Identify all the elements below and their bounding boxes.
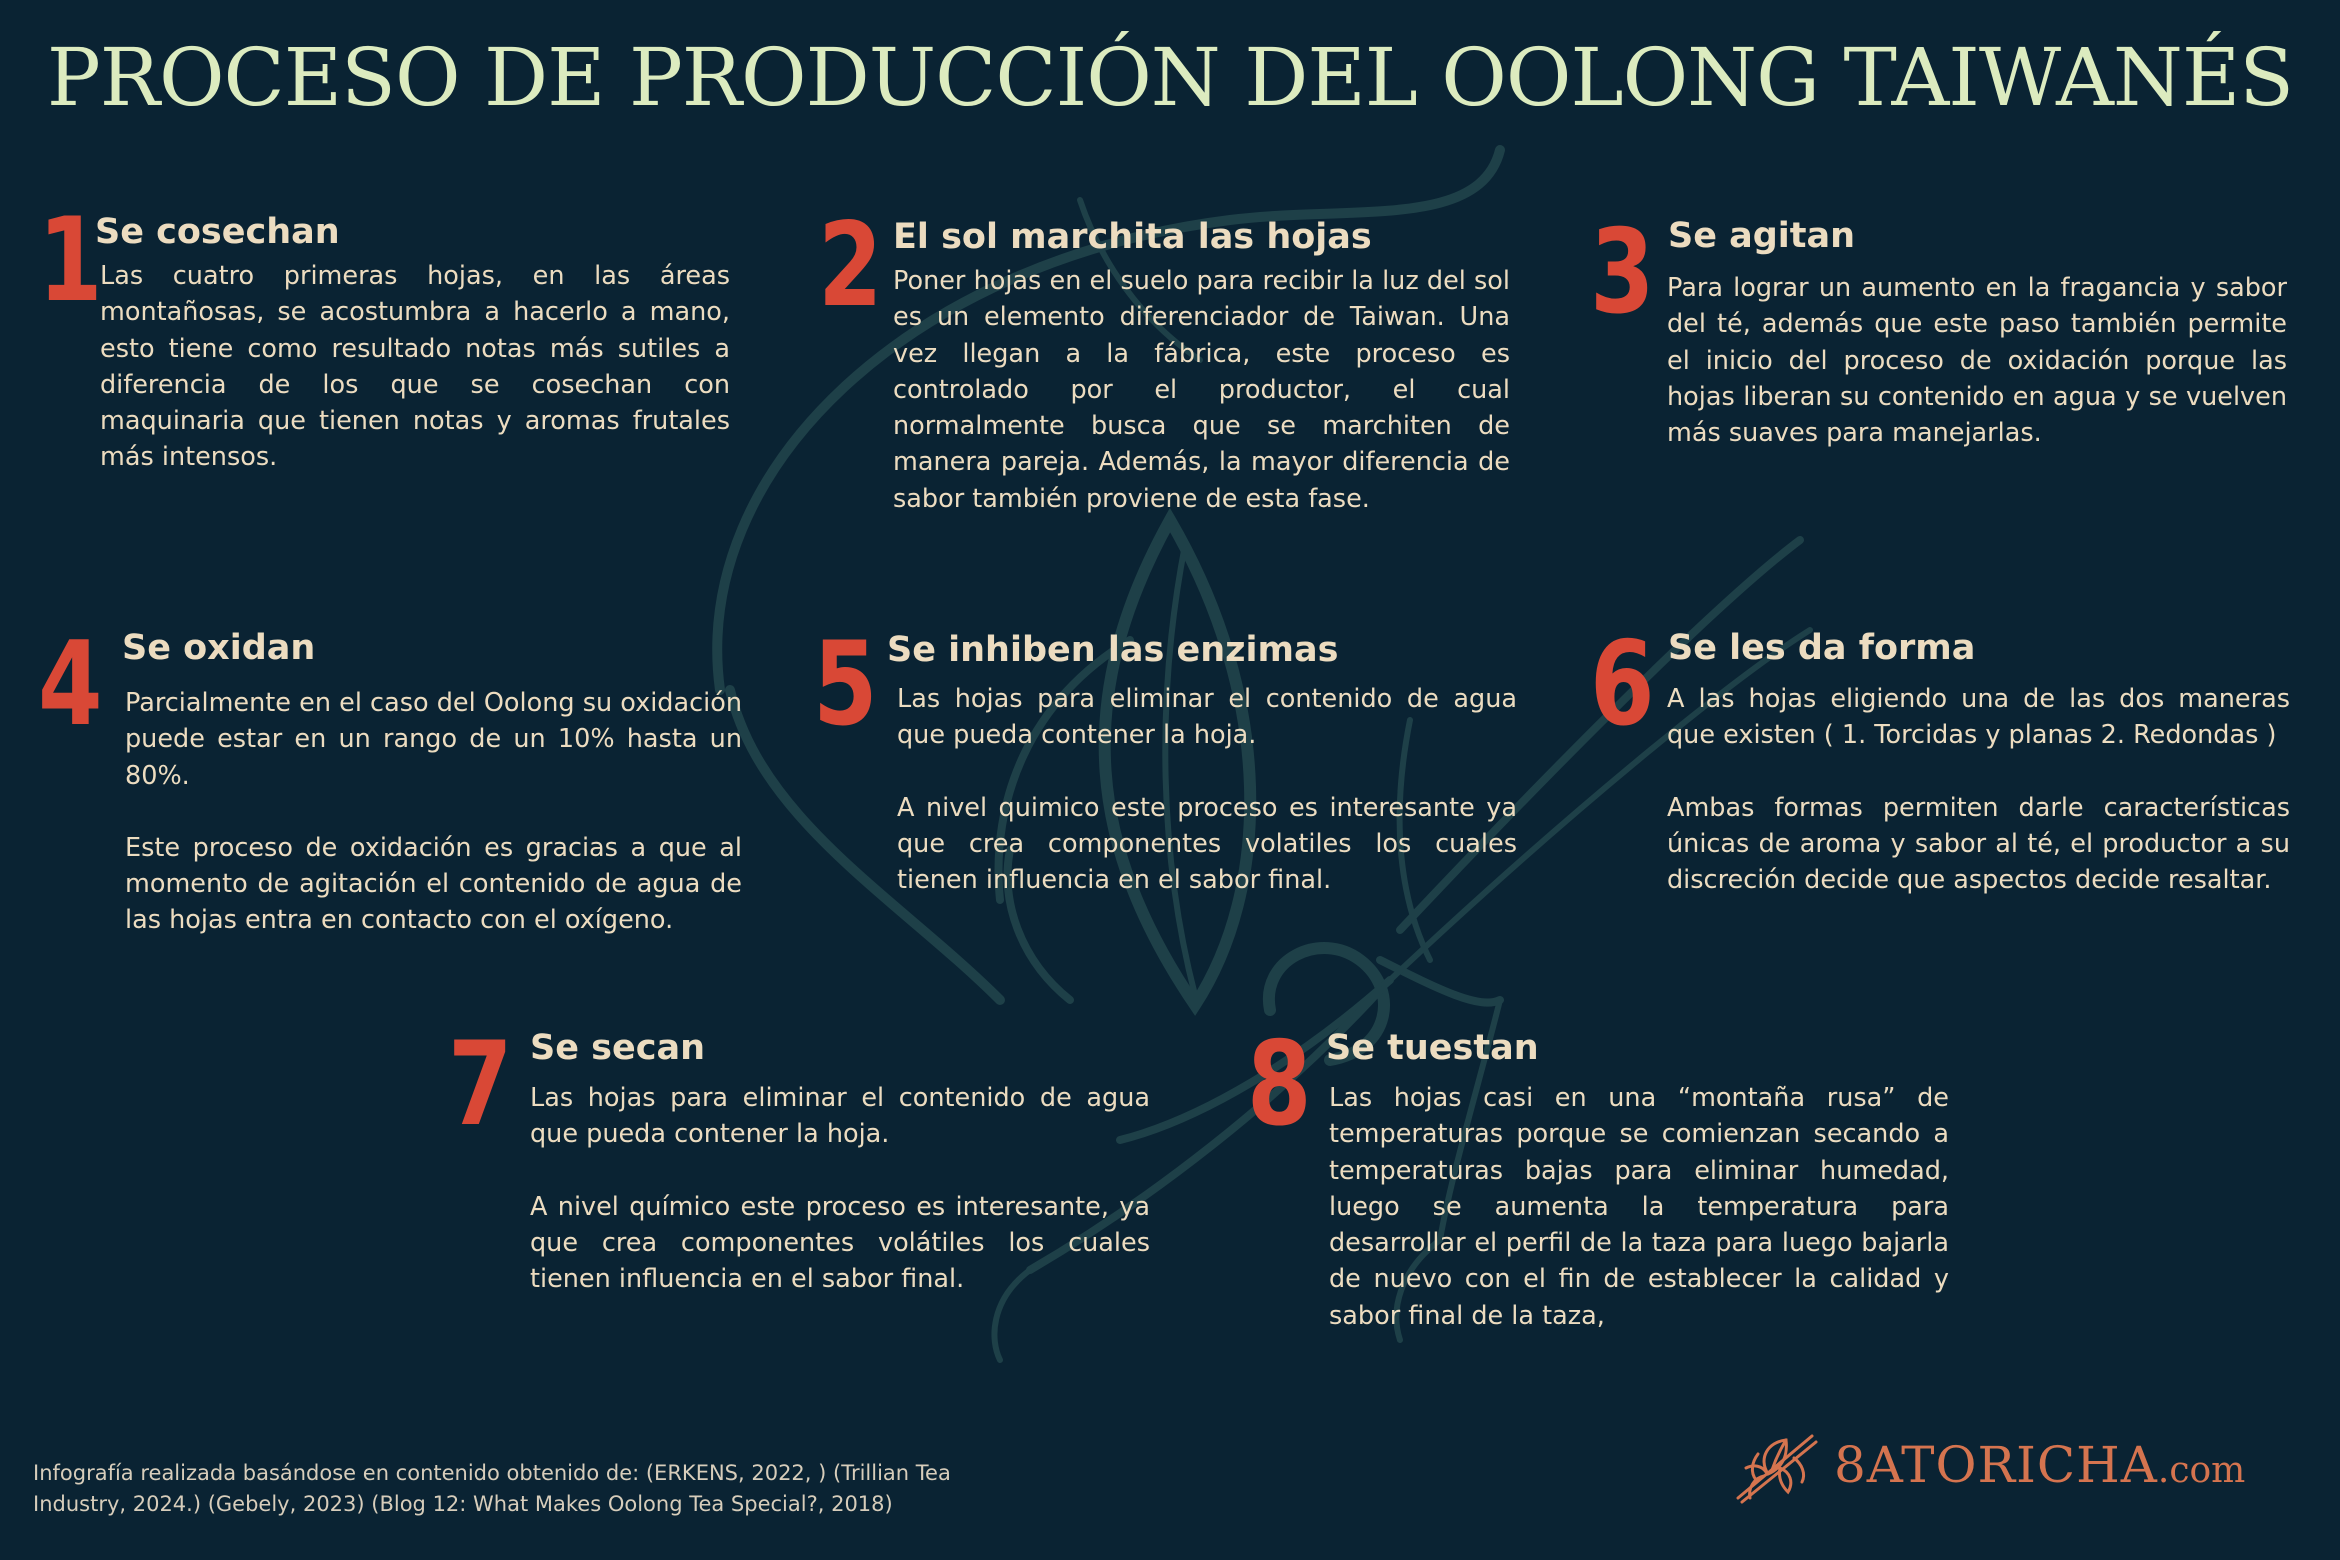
step-paragraph: A nivel quimico este proceso es interesante ya que crea componentes volatiles los cuales tienen influencia en el sabor final. (897, 792, 1517, 896)
step-heading: Se les da forma (1668, 628, 1976, 668)
step-text (893, 263, 1510, 517)
step-number: 3 (1590, 205, 1655, 340)
step-paragraph: A nivel químico este proceso es interesante, ya que crea componentes volátiles los cuales tienen influencia en el sabor final. (530, 1191, 1150, 1295)
step-8 (1247, 1017, 1967, 1357)
step-text (100, 258, 730, 476)
step-paragraph: Las hojas casi en una “montaña rusa” de temperaturas porque se comienzan secando a temperaturas bajas para eliminar humedad, luego se aumenta la temperatura para desarrollar el perfil de la taza para luego bajarla de nuevo con el fin de establecer la calidad y sabor final de la taza, (1329, 1083, 1949, 1331)
page-title: PROCESO DE PRODUCCIÓN DEL OOLONG TAIWANÉS (46, 31, 2294, 124)
step-1 (38, 193, 738, 503)
step-text (530, 1080, 1150, 1297)
step-5 (813, 617, 1533, 927)
step-number: 1 (38, 193, 103, 328)
tea-leaf-logo-icon (1728, 1428, 1824, 1508)
step-heading: Se tuestan (1326, 1028, 1539, 1068)
step-paragraph: Las cuatro primeras hojas, en las áreas montañosas, se acostumbra a hacerlo a mano, esto tiene como resultado notas más sutiles a diferencia de los que se cosechan con maquinaria que tienen notas y aromas frutales más intensos. (100, 261, 730, 473)
step-number: 2 (818, 198, 883, 333)
step-heading: Se cosechan (95, 212, 340, 252)
step-paragraph: Ambas formas permiten darle características únicas de aroma y sabor al té, el productor a su discreción decide que aspectos decide resaltar. (1667, 792, 2290, 896)
step-paragraph: Parcialmente en el caso del Oolong su oxidación puede estar en un rango de un 10% hasta un 80%. (125, 688, 742, 791)
step-paragraph: Para lograr un aumento en la fragancia y sabor del té, además que este paso también permite el inicio del proceso de oxidación porque las hojas liberan su contenido en agua y se vuelven más suaves para manejarlas. (1667, 273, 2287, 449)
step-heading: Se secan (530, 1028, 705, 1068)
step-paragraph: Poner hojas en el suelo para recibir la luz del sol es un elemento diferenciador de Taiwan. Una vez llegan a la fábrica, este proceso es controlado por el productor, el cual normalmente busca que se marchiten de manera pareja. Además, la mayor diferencia de sabor también proviene de esta fase. (893, 266, 1510, 514)
sources-note: Infografía realizada basándose en contenido obtenido de: (ERKENS, 2022, ) (Trillian Tea Industry, 2024.) (Gebely, 2023) (Blog 12: What Makes Oolong Tea Special?, 2018) (33, 1461, 951, 1516)
step-2 (818, 198, 1518, 528)
step-number: 5 (813, 617, 878, 752)
step-paragraph: Este proceso de oxidación es gracias a que al momento de agitación el contenido de agua de las hojas entra en contacto con el oxígeno. (125, 832, 742, 936)
step-3 (1590, 205, 2300, 475)
step-paragraph: A las hojas eligiendo una de las dos maneras que existen ( 1. Torcidas y planas 2. Redondas ) (1667, 684, 2290, 751)
step-heading: El sol marchita las hojas (893, 217, 1372, 257)
brand-name-main: 8ATORICHA (1834, 1436, 2158, 1494)
brand-name (1834, 1436, 2246, 1494)
step-text (897, 681, 1517, 898)
step-7 (448, 1017, 1168, 1327)
step-number: 8 (1247, 1017, 1312, 1152)
step-text (1667, 681, 2290, 898)
step-paragraph: Las hojas para eliminar el contenido de agua que pueda contener la hoja. (897, 684, 1517, 751)
step-number: 7 (448, 1017, 513, 1152)
step-4 (38, 617, 758, 957)
brand (1728, 1428, 2308, 1508)
step-heading: Se oxidan (122, 628, 316, 668)
step-number: 4 (38, 617, 103, 752)
step-paragraph: Las hojas para eliminar el contenido de agua que pueda contener la hoja. (530, 1083, 1150, 1150)
step-number: 6 (1590, 617, 1655, 752)
step-text (1667, 270, 2287, 451)
step-heading: Se agitan (1668, 216, 1856, 256)
step-text (125, 685, 742, 939)
brand-name-suffix: .com (2157, 1450, 2246, 1491)
step-text (1329, 1080, 1949, 1334)
step-heading: Se inhiben las enzimas (887, 630, 1339, 670)
step-6 (1590, 617, 2310, 957)
